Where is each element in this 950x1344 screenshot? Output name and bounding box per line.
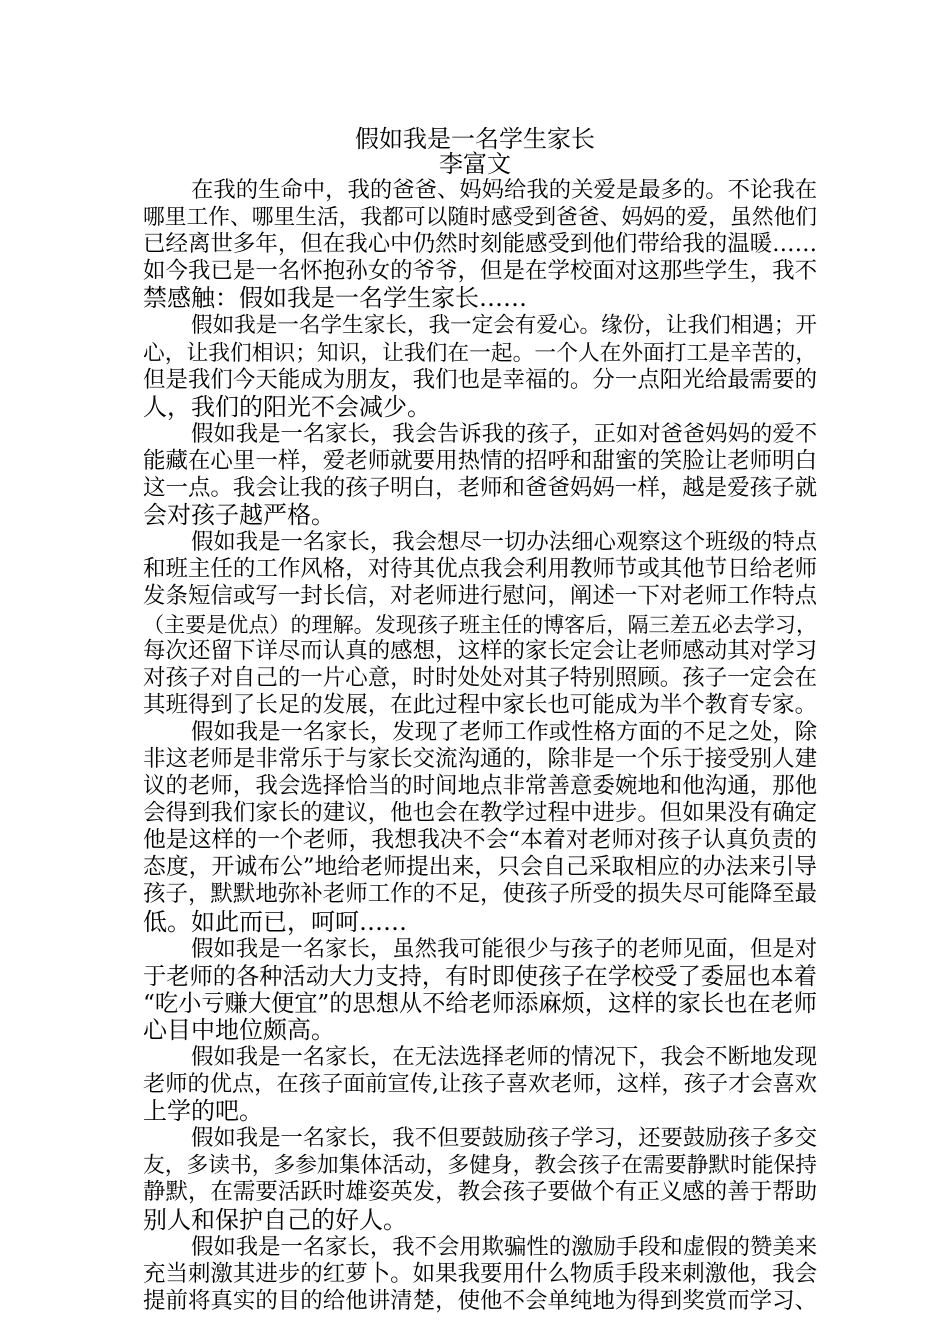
- body-paragraph: [143, 936, 817, 1044]
- paragraph-line: 但是我们今天能成为朋友，我们也是幸福的。分一点阳光给最需要的: [143, 366, 818, 393]
- paragraph-line: 议的老师，我会选择恰当的时间地点非常善意委婉地和他沟通，那他: [143, 773, 818, 800]
- body-paragraph: [143, 529, 817, 719]
- paragraph-line: 人，我们的阳光不会减少。: [143, 392, 431, 421]
- paragraph-line: 非这老师是非常乐于与家长交流沟通的，除非是一个乐于接受别人建: [143, 745, 818, 772]
- paragraph-line: 发条短信或写一封长信，对老师进行慰问，阐述一下对老师工作特点: [143, 583, 818, 610]
- paragraph-line: 静默，在需要活跃时雄姿英发，教会孩子要做个有正义感的善于帮助: [143, 1179, 818, 1206]
- paragraph-line: 心目中地位颇高。: [143, 1015, 335, 1044]
- paragraph-line: 假如我是一名家长，我会想尽一切办法细心观察这个班级的特点: [191, 529, 818, 556]
- paragraph-line: 哪里工作、哪里生活，我都可以随时感受到爸爸、妈妈的爱，虽然他们: [143, 205, 817, 231]
- paragraph-line: 假如我是一名家长，发现了老师工作或性格方面的不足之处，除: [191, 718, 818, 745]
- paragraph-line: 老师的优点，在孩子面前宣传,让孩子喜欢老师，这样，孩子才会喜欢: [143, 1071, 817, 1098]
- paragraph-line: 别人和保护自己的好人。: [143, 1205, 407, 1234]
- paragraph-line: 会得到我们家长的建议，他也会在教学过程中进步。但如果没有确定: [143, 800, 818, 827]
- paragraph-line: 能藏在心里一样，爱老师就要用热情的招呼和甜蜜的笑脸让老师明白: [143, 447, 818, 474]
- paragraph-line: 心，让我们相识；知识，让我们在一起。一个人在外面打工是辛苦的，: [143, 340, 817, 366]
- paragraph-line: 这一点。我会让我的孩子明白，老师和爸爸妈妈一样，越是爱孩子就: [143, 475, 818, 502]
- paragraph-line: 每次还留下详尽而认真的感想，这样的家长定会让老师感动其对学习: [143, 637, 818, 664]
- body-paragraph: [143, 177, 817, 312]
- paragraph-line: 会对孩子越严格。: [143, 501, 335, 530]
- paragraph-line: 上学的吧。: [143, 1097, 263, 1126]
- body-paragraph: [143, 1044, 817, 1125]
- paragraph-line: 已经离世多年，但在我心中仍然时刻能感受到他们带给我的温暖……: [143, 231, 818, 258]
- paragraph-line: 假如我是一名家长，虽然我可能很少与孩子的老师见面，但是对: [191, 935, 818, 962]
- paragraph-line: 假如我是一名家长，我不但要鼓励孩子学习，还要鼓励孩子多交: [191, 1125, 818, 1152]
- paragraph-line: 低。如此而已，呵呵……: [143, 907, 407, 936]
- body-paragraph: [143, 719, 817, 936]
- paragraph-line: 充当刺激其进步的红萝卜。如果我要用什么物质手段来刺激他，我会: [143, 1260, 818, 1287]
- paragraph-line: （主要是优点）的理解。发现孩子班主任的博客后，隔三差五必去学习，: [143, 611, 817, 637]
- paragraph-line: 提前将真实的目的给他讲清楚，使他不会单纯地为得到奖赏而学习、: [143, 1287, 818, 1314]
- paragraph-line: 其班得到了长足的发展，在此过程中家长也可能成为半个教育专家。: [143, 691, 818, 718]
- paragraph-line: 假如我是一名家长，我不会用欺骗性的激励手段和虚假的赞美来: [191, 1233, 818, 1260]
- body-paragraph: [143, 1125, 817, 1233]
- paragraph-line: 态度，开诚布公”地给老师提出来，只会自己采取相应的办法来引导: [143, 854, 817, 881]
- paragraph-line: 如今我已是一名怀抱孙女的爷爷，但是在学校面对这那些学生，我不: [143, 258, 818, 285]
- paragraph-line: 对孩子对自己的一片心意，时时处处对其子特别照顾。孩子一定会在: [143, 664, 818, 691]
- paragraph-line: 假如我是一名学生家长，我一定会有爱心。缘份，让我们相遇；开: [191, 313, 817, 339]
- paragraph-line: 禁感触：假如我是一名学生家长……: [143, 284, 527, 313]
- paragraph-line: 他是这样的一个老师，我想我决不会“本着对老师对孩子认真负责的: [143, 827, 817, 854]
- paragraph-line: 于老师的各种活动大力支持，有时即使孩子在学校受了委屈也本着: [143, 962, 817, 990]
- paragraph-line: 友，多读书，多参加集体活动，多健身，教会孩子在需要静默时能保持: [143, 1153, 817, 1179]
- document-body: [143, 177, 817, 1315]
- author-name: 李富文: [439, 150, 511, 178]
- body-paragraph: [143, 312, 817, 420]
- document-title: 假如我是一名学生家长: [355, 125, 595, 153]
- body-paragraph: [143, 421, 817, 529]
- paragraph-line: “吃小亏赚大便宜”的思想从不给老师添麻烦，这样的家长也在老师: [143, 989, 817, 1017]
- body-paragraph: [143, 1234, 817, 1315]
- paragraph-line: 孩子，默默地弥补老师工作的不足，使孩子所受的损失尽可能降至最: [143, 881, 818, 908]
- paragraph-line: 假如我是一名家长，我会告诉我的孩子，正如对爸爸妈妈的爱不: [191, 420, 818, 447]
- paragraph-line: 和班主任的工作风格，对待其优点我会利用教师节或其他节日给老师: [143, 556, 818, 583]
- paragraph-line: 在我的生命中，我的爸爸、妈妈给我的关爱是最多的。不论我在: [191, 177, 818, 203]
- paragraph-line: 假如我是一名家长，在无法选择老师的情况下，我会不断地发现: [191, 1044, 818, 1070]
